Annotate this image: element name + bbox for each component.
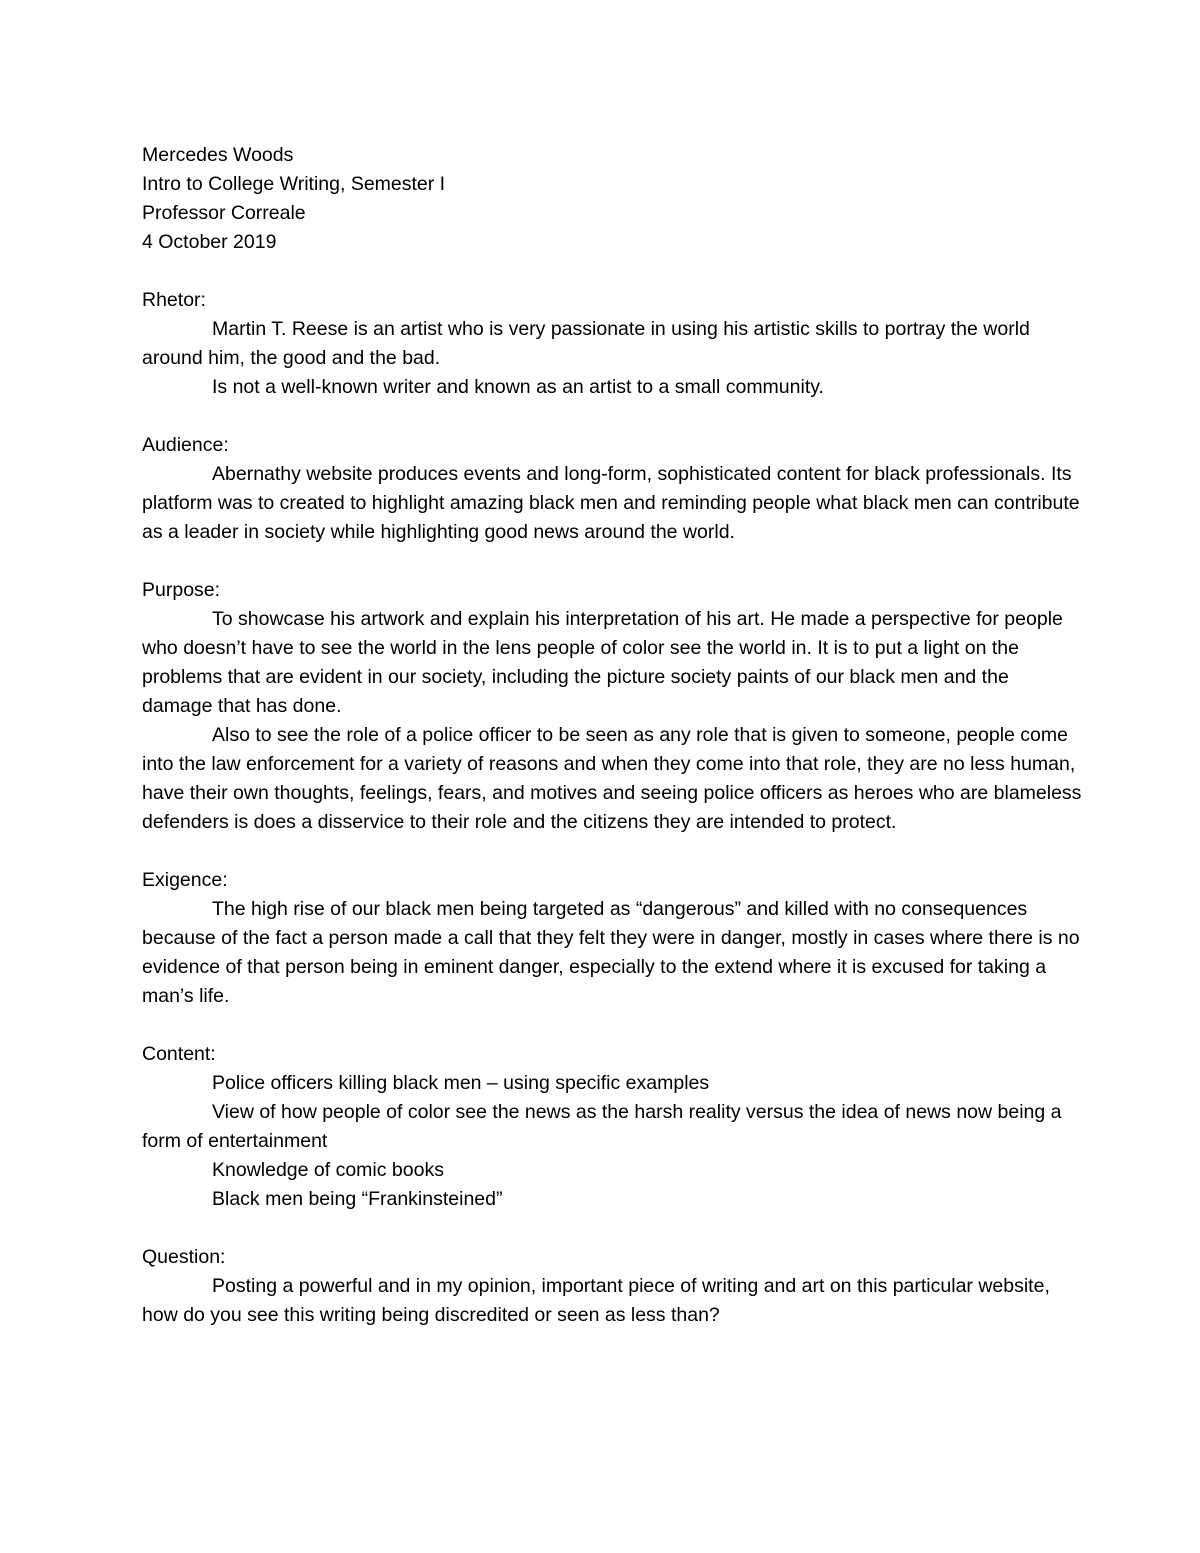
rhetor-paragraph: Martin T. Reese is an artist who is very passionate in using his artistic skills to portray the world around him, the good and the bad. [142,318,1030,369]
question-heading: Question: [142,1246,226,1268]
content-item: Black men being “Frankinsteined” [212,1188,503,1210]
purpose-paragraph: Also to see the role of a police officer to be seen as any role that is given to someone, people come into the law enforcement for a variety of reasons and when they come into that role, they are no less human, have their own thoughts, feelings, fears, and motives and seeing police officers as heroes who are blameless defenders is does a disservice to their role and the citizens they are intended to protect. [142,724,1082,833]
exigence-heading: Exigence: [142,869,228,891]
purpose-paragraph: To showcase his artwork and explain his interpretation of his art. He made a perspective for people who doesn’t have to see the world in the lens people of color see the world in. It is to put a light on the problems that are evident in our society, including the picture society paints of our black men and the damage that has done. [142,608,1063,717]
exigence-paragraph: The high rise of our black men being targeted as “dangerous” and killed with no consequences because of the fact a person made a call that they felt they were in danger, mostly in cases where there is no evidence of that person being in eminent danger, especially to the extend where it is excused for taking a man’s life. [142,898,1080,1007]
professor-name: Professor Correale [142,202,306,224]
content-heading: Content: [142,1043,216,1065]
content-item: View of how people of color see the news as the harsh reality versus the idea of news now being a form of entertainment [142,1101,1062,1152]
document-body [142,141,1082,1330]
purpose-heading: Purpose: [142,579,221,601]
content-item: Police officers killing black men – using specific examples [212,1072,710,1094]
rhetor-paragraph: Is not a well-known writer and known as an artist to a small community. [212,376,824,398]
content-item: Knowledge of comic books [212,1159,444,1181]
question-paragraph: Posting a powerful and in my opinion, important piece of writing and art on this particular website, how do you see this writing being discredited or seen as less than? [142,1275,1050,1326]
audience-paragraph: Abernathy website produces events and long-form, sophisticated content for black professionals. Its platform was to created to highlight amazing black men and reminding people what black men can contribute as a leader in society while highlighting good news around the world. [142,463,1080,543]
author-name: Mercedes Woods [142,144,294,166]
rhetor-heading: Rhetor: [142,289,206,311]
document-date: 4 October 2019 [142,231,277,253]
audience-heading: Audience: [142,434,229,456]
course-name: Intro to College Writing, Semester I [142,173,446,195]
